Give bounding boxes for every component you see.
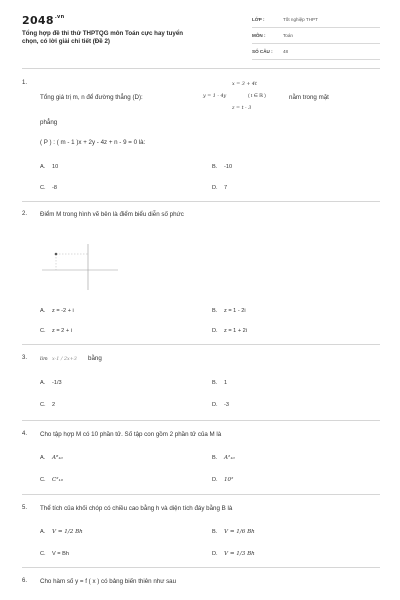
option-text: -8 bbox=[52, 185, 57, 191]
option-c[interactable] bbox=[40, 328, 72, 334]
logo-suffix: .vn bbox=[54, 14, 65, 20]
question-text-cont: phẳng bbox=[40, 119, 58, 126]
meta-key: MÔN : bbox=[252, 33, 266, 38]
question-text-cont: nằm trong mặt bbox=[289, 94, 329, 101]
question-number: 5. bbox=[22, 505, 28, 511]
equation-domain: ( t ∈ ℝ ) bbox=[248, 94, 266, 99]
option-label: B. bbox=[212, 455, 218, 461]
question-text: Điểm M trong hình vẽ bên là điểm biểu diễn số phức bbox=[40, 211, 184, 218]
option-c[interactable] bbox=[40, 477, 63, 483]
question-number: 1. bbox=[22, 80, 28, 86]
question-number: 6. bbox=[22, 578, 28, 584]
document-title bbox=[22, 30, 222, 46]
question-divider bbox=[22, 567, 380, 568]
option-text: A⁸₁₀ bbox=[52, 455, 63, 461]
site-logo[interactable] bbox=[22, 14, 64, 27]
logo-text: 2048 bbox=[22, 14, 54, 27]
meta-value: Tốt nghiệp THPT bbox=[283, 17, 318, 22]
question-number: 2. bbox=[22, 211, 28, 217]
option-b[interactable] bbox=[212, 380, 227, 386]
option-text: V = 1/3 Bh bbox=[224, 551, 255, 557]
option-text: 7 bbox=[224, 185, 228, 191]
option-label: D. bbox=[212, 402, 218, 408]
limit-operator: lim bbox=[40, 357, 48, 362]
option-label: A. bbox=[40, 529, 46, 535]
option-text: -10 bbox=[224, 164, 233, 170]
option-text: z = 1 - 2i bbox=[224, 308, 246, 314]
question-divider bbox=[22, 344, 380, 345]
document-meta bbox=[252, 14, 380, 62]
question-text-cont: ( P ) : ( m - 1 )x + 2y - 4z + n - 9 = 0 là: bbox=[40, 139, 146, 146]
option-label: D. bbox=[212, 185, 218, 191]
option-label: D. bbox=[212, 551, 218, 557]
option-label: B. bbox=[212, 164, 218, 170]
option-text: 2 bbox=[52, 402, 56, 408]
option-text: C²₁₀ bbox=[52, 477, 64, 483]
option-text: V = 1/2 Bh bbox=[52, 529, 83, 535]
option-label: A. bbox=[40, 380, 46, 386]
question-divider bbox=[22, 420, 380, 421]
option-label: C. bbox=[40, 551, 46, 557]
equation-line-1: x = 3 + 4t bbox=[232, 82, 257, 87]
question-divider bbox=[22, 494, 380, 495]
question-text: Cho tập hợp M có 10 phần tử. Số tập con gồm 2 phần tử của M là bbox=[40, 431, 222, 438]
option-d[interactable] bbox=[212, 477, 233, 483]
option-c[interactable] bbox=[40, 402, 55, 408]
option-text: -1/3 bbox=[52, 380, 62, 386]
option-text: A²₁₀ bbox=[224, 455, 235, 461]
option-d[interactable] bbox=[212, 185, 227, 191]
option-label: C. bbox=[40, 328, 46, 334]
meta-row-subject bbox=[252, 30, 380, 44]
option-text: -3 bbox=[224, 402, 229, 408]
meta-row-class bbox=[252, 14, 380, 28]
option-c[interactable] bbox=[40, 185, 57, 191]
option-b[interactable] bbox=[212, 529, 255, 535]
question-text: Tổng giá trị m, n để đường thẳng (D): bbox=[40, 94, 143, 101]
question-text: bằng bbox=[88, 355, 102, 362]
equation-line-3: z = t - 3 bbox=[232, 106, 252, 111]
question-text: Cho hàm số y = f ( x ) có bảng biến thiên như sau bbox=[40, 578, 177, 585]
meta-value: Toán bbox=[283, 33, 293, 38]
document-title-line2: chọn, có lời giải chi tiết (Đề 2) bbox=[22, 38, 110, 45]
option-label: A. bbox=[40, 308, 46, 314]
option-d[interactable] bbox=[212, 328, 247, 334]
document-header bbox=[0, 0, 400, 66]
option-a[interactable] bbox=[40, 308, 74, 314]
option-label: D. bbox=[212, 477, 218, 483]
option-label: B. bbox=[212, 529, 218, 535]
option-label: C. bbox=[40, 402, 46, 408]
meta-value: 48 bbox=[283, 49, 289, 54]
point-m bbox=[55, 253, 58, 256]
option-a[interactable] bbox=[40, 380, 62, 386]
option-text: V = Bh bbox=[52, 551, 69, 557]
document-title-line1: Tổng hợp đề thi thử THPTQG môn Toán cực hay tuyển bbox=[22, 30, 184, 37]
option-label: A. bbox=[40, 164, 46, 170]
equation-line-2: y = 1 - 4y bbox=[203, 94, 227, 99]
option-a[interactable] bbox=[40, 455, 63, 461]
option-label: A. bbox=[40, 455, 46, 461]
option-text: 10 bbox=[52, 164, 59, 170]
option-a[interactable] bbox=[40, 164, 58, 170]
option-d[interactable] bbox=[212, 402, 229, 408]
option-b[interactable] bbox=[212, 308, 246, 314]
option-label: C. bbox=[40, 185, 46, 191]
question-text: Thể tích của khối chóp có chiều cao bằng h và diện tích đáy bằng B là bbox=[40, 505, 233, 512]
option-text: V = 1/6 Bh bbox=[224, 529, 255, 535]
option-label: B. bbox=[212, 308, 218, 314]
option-label: C. bbox=[40, 477, 46, 483]
meta-row-count bbox=[252, 46, 380, 60]
meta-key: SỐ CÂU : bbox=[252, 49, 273, 54]
complex-plane-figure bbox=[40, 240, 120, 292]
option-a[interactable] bbox=[40, 529, 83, 535]
option-text: z = -2 + i bbox=[52, 308, 74, 314]
option-text: z = 1 + 2i bbox=[224, 328, 248, 334]
limit-expression: x-1 / 2x+3 bbox=[52, 357, 77, 362]
question-divider bbox=[22, 201, 380, 202]
question-number: 3. bbox=[22, 355, 28, 361]
option-text: 1 bbox=[224, 380, 228, 386]
option-b[interactable] bbox=[212, 455, 235, 461]
option-label: D. bbox=[212, 328, 218, 334]
option-c[interactable] bbox=[40, 551, 69, 557]
option-text: 10² bbox=[224, 477, 234, 483]
meta-key: LỚP : bbox=[252, 17, 265, 22]
option-label: B. bbox=[212, 380, 218, 386]
option-d[interactable] bbox=[212, 551, 255, 557]
header-divider bbox=[22, 68, 380, 69]
option-text: z = 2 + i bbox=[52, 328, 72, 334]
option-b[interactable] bbox=[212, 164, 232, 170]
question-number: 4. bbox=[22, 431, 28, 437]
